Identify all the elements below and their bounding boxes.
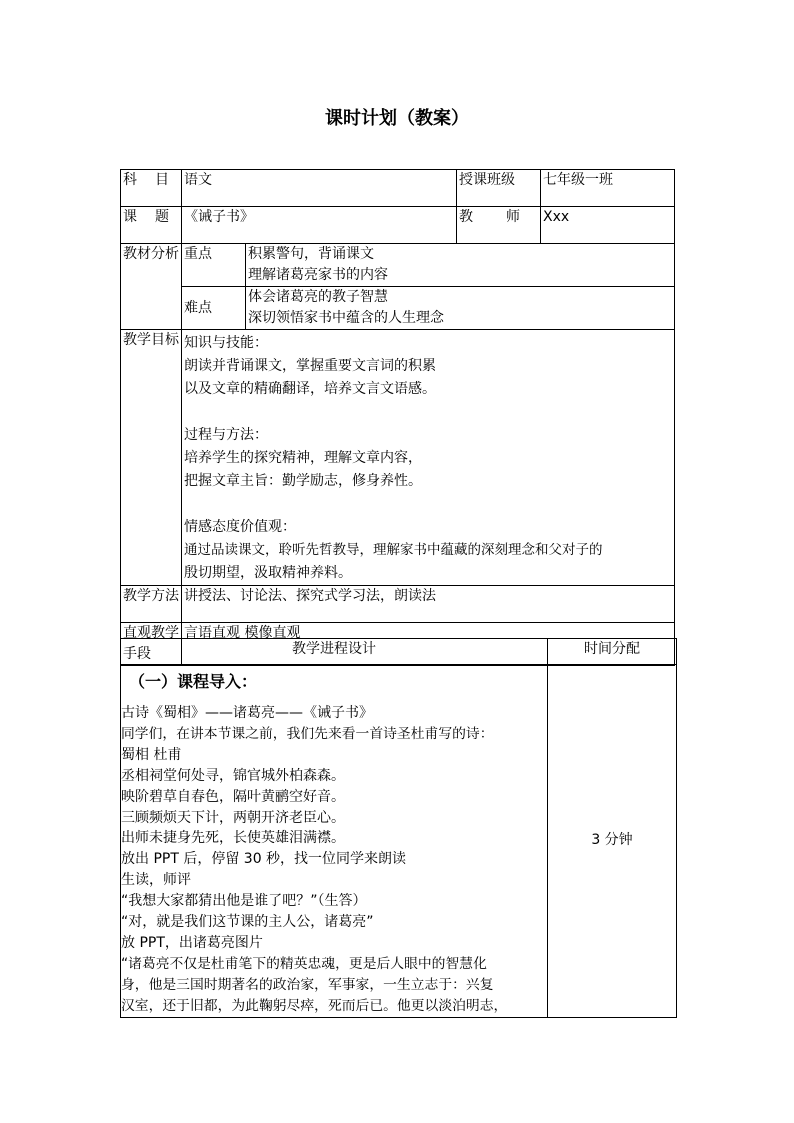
process-line: 汉室，还于旧都，为此鞠躬尽瘁，死而后已。他更以淡泊明志， bbox=[121, 997, 508, 1014]
goal-line: 过程与方法： bbox=[184, 427, 268, 443]
time-header: 时间分配 bbox=[548, 639, 677, 665]
process-line: 身，他是三国时期著名的政治家，军事家，一生立志于：兴复 bbox=[121, 976, 494, 993]
lesson-info-table bbox=[120, 169, 675, 666]
process-line: 放 PPT，出诸葛亮图片 bbox=[121, 934, 263, 951]
process-line: “对，就是我们这节课的主人公，诸葛亮” bbox=[121, 914, 374, 931]
time-value: 3 分钟 bbox=[548, 665, 677, 1018]
process-line: 生读，师评 bbox=[121, 872, 191, 889]
key-point-line: 积累警句，背诵课文 bbox=[248, 246, 374, 262]
process-line: 三顾频烦天下计，两朝开济老臣心。 bbox=[121, 809, 345, 826]
goal-line: 知识与技能： bbox=[184, 335, 268, 351]
difficult-point-line: 体会诸葛亮的教子智慧 bbox=[248, 289, 388, 305]
goal-line: 情感态度价值观： bbox=[184, 519, 296, 535]
goal-line: 殷切期望，汲取精神养料。 bbox=[184, 565, 352, 581]
process-line: 出师未捷身先死，长使英雄泪满襟。 bbox=[121, 830, 345, 847]
teacher-label bbox=[457, 207, 541, 244]
class-value: 七年级一班 bbox=[541, 170, 675, 207]
process-header: 教学进程设计 bbox=[121, 639, 548, 665]
goal-line: 以及文章的精确翻译，培养文言文语感。 bbox=[184, 381, 436, 397]
process-line: “诸葛亮不仅是杜甫笔下的精英忠魂，更是后人眼中的智慧化 bbox=[121, 955, 487, 972]
process-content bbox=[121, 665, 548, 1018]
teacher-label-char-2: 师 bbox=[506, 209, 520, 225]
goal-line bbox=[184, 493, 672, 516]
teacher-value: Xxx bbox=[541, 207, 675, 244]
difficult-points-content bbox=[246, 287, 675, 330]
process-line: 丞相祠堂何处寻，锦官城外柏森森。 bbox=[121, 767, 345, 784]
topic-label-char-1: 课 bbox=[123, 209, 137, 225]
aids-label-line: 手段 bbox=[123, 646, 151, 662]
page-title: 课时计划（教案） bbox=[325, 108, 469, 129]
analysis-label: 教材分析 bbox=[121, 244, 182, 330]
process-line: 放出 PPT 后，停留 30 秒，找一位同学来朗读 bbox=[121, 851, 407, 868]
goals-label: 教学目标 bbox=[121, 330, 182, 586]
process-line: 古诗《蜀相》——诸葛亮——《诫子书》 bbox=[121, 705, 373, 721]
subject-label bbox=[121, 170, 182, 207]
difficult-point-line: 深切领悟家书中蕴含的人生理念 bbox=[248, 310, 444, 326]
process-line: 映阶碧草自春色，隔叶黄鹂空好音。 bbox=[121, 788, 345, 805]
process-line: 蜀相 杜甫 bbox=[121, 746, 182, 763]
subject-label-char-1: 科 bbox=[123, 172, 137, 188]
key-points-content bbox=[246, 244, 675, 287]
goals-content bbox=[182, 330, 675, 586]
key-point-line: 理解诸葛亮家书的内容 bbox=[248, 267, 388, 283]
process-line: “我想大家都猜出他是谁了吧？”（生答） bbox=[121, 893, 367, 910]
goal-line: 通过品读课文，聆听先哲教导，理解家书中蕴藏的深刻理念和父对子的 bbox=[184, 542, 603, 558]
class-label: 授课班级 bbox=[457, 170, 541, 207]
process-table bbox=[120, 638, 677, 1018]
methods-label: 教学方法 bbox=[121, 586, 182, 623]
aids-label-line: 直观教学 bbox=[123, 625, 179, 641]
key-points-label: 重点 bbox=[182, 244, 246, 287]
goal-line: 培养学生的探究精神，理解文章内容， bbox=[184, 450, 422, 466]
subject-label-char-2: 目 bbox=[155, 172, 169, 188]
topic-label bbox=[121, 207, 182, 244]
methods-value: 讲授法、讨论法、探究式学习法，朗读法 bbox=[182, 586, 675, 623]
topic-label-char-2: 题 bbox=[155, 209, 169, 225]
teacher-label-char-1: 教 bbox=[459, 209, 473, 225]
process-line: 同学们，在讲本节课之前，我们先来看一首诗圣杜甫写的诗： bbox=[121, 725, 494, 742]
subject-value: 语文 bbox=[182, 170, 457, 207]
goal-line bbox=[184, 401, 672, 424]
goal-line: 朗读并背诵课文，掌握重要文言词的积累 bbox=[184, 358, 436, 374]
difficult-points-label: 难点 bbox=[182, 287, 246, 330]
section-title: （一）课程导入： bbox=[129, 672, 258, 691]
goal-line: 把握文章主旨：勤学励志，修身养性。 bbox=[184, 473, 422, 489]
topic-value: 《诫子书》 bbox=[182, 207, 457, 244]
aids-value: 言语直观 模像直观 bbox=[182, 623, 675, 666]
